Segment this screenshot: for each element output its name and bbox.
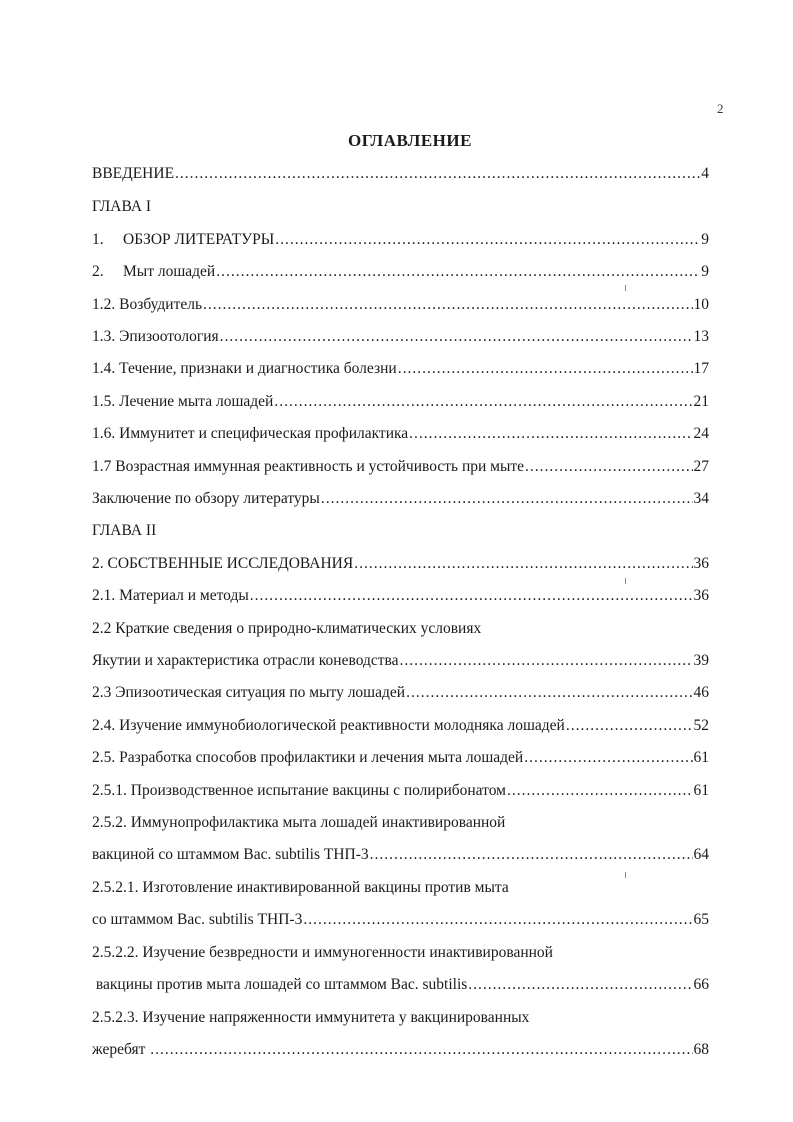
- toc-entry-page: 34: [693, 490, 709, 507]
- toc-leader: [354, 552, 692, 576]
- toc-heading: [92, 195, 709, 219]
- toc-leader: [303, 908, 692, 932]
- toc-entry: [92, 908, 709, 932]
- toc-entry: [92, 162, 709, 186]
- toc-entry-title: 2. Мыт лошадей: [92, 263, 216, 280]
- toc-entry-title: 1.7 Возрастная иммунная реактивность и устойчивость при мыте: [92, 458, 525, 475]
- toc-entry: [92, 746, 709, 770]
- toc-entry: [92, 422, 709, 446]
- toc-entry: [92, 1038, 709, 1062]
- toc-entry-title: вакцины против мыта лошадей со штаммом Bac. subtilis: [92, 976, 468, 993]
- toc-entry: [92, 487, 709, 511]
- toc-leader: [507, 779, 693, 803]
- toc-entry: [92, 390, 709, 414]
- toc-entry-title: 2.5.1. Производственное испытание вакцины с полирибонатом: [92, 782, 506, 799]
- toc-entry-page: 13: [693, 328, 709, 345]
- toc-entry-title: 1.2. Возбудитель: [92, 296, 203, 313]
- toc-leader: [566, 714, 693, 738]
- toc-entry-wrap: [92, 1006, 709, 1030]
- toc-entry-page: 24: [693, 425, 709, 442]
- toc-leader: [275, 228, 700, 252]
- toc-entry-title: 2. СОБСТВЕННЫЕ ИССЛЕДОВАНИЯ: [92, 555, 354, 572]
- toc-entry: [92, 260, 709, 284]
- toc-entry-wrap: [92, 876, 709, 900]
- toc-entry-page: 46: [693, 684, 709, 701]
- toc-entry: [92, 973, 709, 997]
- toc-entry-title: Заключение по обзору литературы: [92, 490, 320, 507]
- toc-entry: [92, 714, 709, 738]
- toc-leader: [203, 293, 692, 317]
- toc-entry-title: 2.2 Краткие сведения о природно-климатических условиях: [92, 620, 482, 637]
- toc-entry-title: 2.3 Эпизоотическая ситуация по мыту лошадей: [92, 684, 406, 701]
- toc-leader: [406, 681, 692, 705]
- toc-leader: [321, 487, 693, 511]
- toc-leader: [175, 162, 700, 186]
- toc-entry-page: 10: [693, 296, 709, 313]
- toc-entry: [92, 228, 709, 252]
- toc-entry: [92, 293, 709, 317]
- toc-leader: [468, 973, 692, 997]
- toc-entry-page: 9: [701, 231, 709, 248]
- toc-leader: [409, 422, 692, 446]
- toc-entry-title: вакциной со штаммом Bac. subtilis ТНП-3: [92, 846, 369, 863]
- page-number: 2: [717, 101, 724, 116]
- toc-entry-wrap: [92, 941, 709, 965]
- toc-entry: [92, 357, 709, 381]
- toc-entry-title: 1. ОБЗОР ЛИТЕРАТУРЫ: [92, 231, 275, 248]
- toc-entry: [92, 649, 709, 673]
- toc-entry-title: со штаммом Bac. subtilis ТНП-3: [92, 911, 303, 928]
- toc-entry: [92, 681, 709, 705]
- toc-entry-page: 9: [701, 263, 709, 280]
- toc-entry-page: 65: [693, 911, 709, 928]
- toc-entry-page: 39: [693, 652, 709, 669]
- toc-entry: [92, 843, 709, 867]
- toc-entry-wrap: [92, 811, 709, 835]
- toc-leader: [220, 325, 693, 349]
- toc-leader: [524, 746, 692, 770]
- toc-entry-page: 36: [693, 555, 709, 572]
- toc-leader: [400, 649, 693, 673]
- scan-mark: [625, 285, 626, 291]
- toc-entry-page: 61: [693, 749, 709, 766]
- toc-entry: [92, 325, 709, 349]
- toc-entry-page: 21: [693, 393, 709, 410]
- toc-heading: [92, 519, 709, 543]
- toc-entry-title: 2.5.2.3. Изучение напряженности иммунитета у вакцинированных: [92, 1009, 530, 1026]
- toc-leader: [150, 1038, 692, 1062]
- toc-leader: [525, 455, 692, 479]
- toc-entry-title: 2.5.2.1. Изготовление инактивированной вакцины против мыта: [92, 879, 509, 896]
- toc-entry-page: 4: [701, 165, 709, 182]
- toc-entry-page: 17: [693, 360, 709, 377]
- toc-entry-title: 2.1. Материал и методы: [92, 587, 249, 604]
- toc-entry-title: 1.5. Лечение мыта лошадей: [92, 393, 274, 410]
- toc-entry-page: 68: [693, 1041, 709, 1058]
- toc-entry-page: 36: [693, 587, 709, 604]
- toc-entry-title: жеребят: [92, 1041, 150, 1058]
- toc-entry-title: 2.5.2.2. Изучение безвредности и иммуногенности инактивированной: [92, 944, 553, 961]
- toc-entry-title: 1.6. Иммунитет и специфическая профилактика: [92, 425, 409, 442]
- toc-heading-text: ГЛАВА II: [92, 522, 157, 539]
- toc-entry-wrap: [92, 617, 709, 641]
- toc-leader: [250, 584, 693, 608]
- toc-entry: [92, 584, 709, 608]
- toc-entry: [92, 552, 709, 576]
- toc-leader: [216, 260, 700, 284]
- toc-entry: [92, 455, 709, 479]
- toc-entry-page: 27: [693, 458, 709, 475]
- toc-entry-title: 1.4. Течение, признаки и диагностика болезни: [92, 360, 397, 377]
- toc-leader: [398, 357, 693, 381]
- toc-entry-title: 2.5. Разработка способов профилактики и лечения мыта лошадей: [92, 749, 524, 766]
- toc-entry-title: ВВЕДЕНИЕ: [92, 165, 175, 182]
- toc-entry-title: 2.5.2. Иммунопрофилактика мыта лошадей инактивированной: [92, 814, 506, 831]
- toc-entry-page: 66: [693, 976, 709, 993]
- page-title: ОГЛАВЛЕНИЕ: [348, 131, 472, 150]
- toc-entry-page: 52: [693, 717, 709, 734]
- toc-leader: [370, 843, 693, 867]
- toc-entry: [92, 779, 709, 803]
- toc-entry-title: 1.3. Эпизоотология: [92, 328, 219, 345]
- toc-leader: [274, 390, 692, 414]
- toc-entry-title: 2.4. Изучение иммунобиологической реактивности молодняка лошадей: [92, 717, 565, 734]
- toc-entry-page: 61: [693, 782, 709, 799]
- toc-entry-title: Якутии и характеристика отрасли коневодства: [92, 652, 399, 669]
- toc-entry-page: 64: [693, 846, 709, 863]
- toc-heading-text: ГЛАВА I: [92, 198, 152, 215]
